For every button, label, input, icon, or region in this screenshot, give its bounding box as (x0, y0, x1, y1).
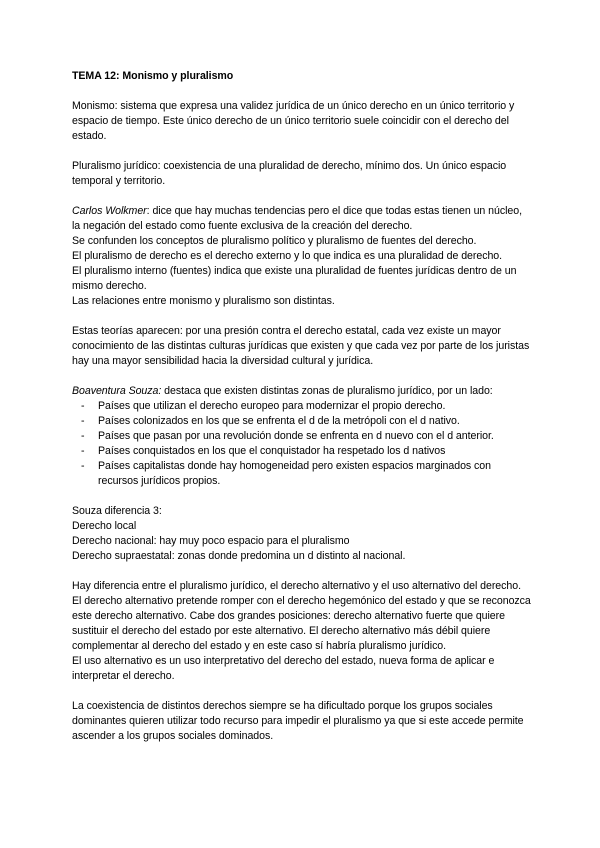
list-item (72, 459, 532, 489)
alternativo-line: El uso alternativo es un uso interpretativo del derecho del estado, nueva forma de aplicar e interpretar el derecho. (72, 655, 495, 682)
wolkmer-line: Se confunden los conceptos de pluralismo político y pluralismo de fuentes del derecho. (72, 235, 477, 247)
dash-bullet: - (81, 445, 85, 457)
diferencia-line: Derecho supraestatal: zonas donde predomina un d distinto al nacional. (72, 550, 406, 562)
author-souza: Boaventura Souza: (72, 385, 162, 397)
wolkmer-line: Las relaciones entre monismo y pluralismo son distintas. (72, 295, 335, 307)
paragraph-pluralismo: Pluralismo jurídico: coexistencia de una pluralidad de derecho, mínimo dos. Un único espacio temporal y territorio. (72, 160, 507, 187)
diferencia-line: Souza diferencia 3: (72, 505, 162, 517)
souza-intro (72, 384, 532, 399)
paragraph-teorias: Estas teorías aparecen: por una presión contra el derecho estatal, cada vez existe un mayor conocimiento de las distintas culturas jurídicas que existen y que cada vez por parte de los juristas hay una mayor sensibilidad hacia la diversidad cultural y jurídica. (72, 325, 530, 367)
dash-bullet: - (81, 460, 85, 472)
document-page (72, 69, 532, 759)
souza-text: destaca que existen distintas zonas de pluralismo jurídico, por un lado: (161, 385, 493, 397)
list-item-text: Países conquistados en los que el conquistador ha respetado los d nativos (98, 445, 446, 457)
document-title: TEMA 12: Monismo y pluralismo (72, 70, 234, 82)
souza-list (72, 399, 532, 489)
alternativo-line: Hay diferencia entre el pluralismo jurídico, el derecho alternativo y el uso alternativo del derecho. (72, 580, 521, 592)
author-wolkmer: Carlos Wolkmer (72, 205, 147, 217)
list-item-text: Países colonizados en los que se enfrenta el d de la metrópoli con el d nativo. (98, 415, 460, 427)
paragraph-final: La coexistencia de distintos derechos siempre se ha dificultado porque los grupos sociales dominantes quieren utilizar todo recurso para impedir el pluralismo ya que si este accede permite ascender a los grupos sociales dominados. (72, 700, 524, 742)
list-item-text: Países que pasan por una revolución donde se enfrenta en d nuevo con el d anterior. (98, 430, 494, 442)
alternativo-line: El derecho alternativo pretende romper con el derecho hegemónico del estado y que se reconozca este derecho alternativo. Cabe dos grandes posiciones: derecho alternativo fuerte que quiere sustituir el derecho del estado por este alternativo. El derecho alternativo más débil quiere complementar al derecho del estado y en este caso sí habría pluralismo jurídico. (72, 595, 531, 652)
list-item (72, 444, 532, 459)
diferencia-line: Derecho nacional: hay muy poco espacio para el pluralismo (72, 535, 350, 547)
list-item (72, 414, 532, 429)
dash-bullet: - (81, 430, 85, 442)
section-diferencia (72, 504, 532, 564)
wolkmer-line: El pluralismo interno (fuentes) indica que existe una pluralidad de fuentes jurídicas dentro de un mismo derecho. (72, 265, 517, 292)
section-souza (72, 384, 532, 489)
diferencia-line: Derecho local (72, 520, 137, 532)
paragraph-monismo: Monismo: sistema que expresa una validez jurídica de un único derecho en un único territorio y espacio de tiempo. Este único derecho de un único territorio suele coincidir con el derecho del estado. (72, 100, 515, 142)
list-item-text: Países capitalistas donde hay homogeneidad pero existen espacios marginados con recursos jurídicos propios. (98, 460, 491, 487)
section-alternativo (72, 579, 532, 684)
list-item-text: Países que utilizan el derecho europeo para modernizar el propio derecho. (98, 400, 446, 412)
list-item (72, 429, 532, 444)
dash-bullet: - (81, 400, 85, 412)
wolkmer-intro (72, 204, 532, 234)
section-wolkmer (72, 204, 532, 309)
list-item (72, 399, 532, 414)
wolkmer-text: : dice que hay muchas tendencias pero el dice que todas estas tienen un núcleo, la negación del estado como fuente exclusiva de la creación del derecho. (72, 205, 522, 232)
wolkmer-line: El pluralismo de derecho es el derecho externo y lo que indica es una pluralidad de derecho. (72, 250, 503, 262)
dash-bullet: - (81, 415, 85, 427)
